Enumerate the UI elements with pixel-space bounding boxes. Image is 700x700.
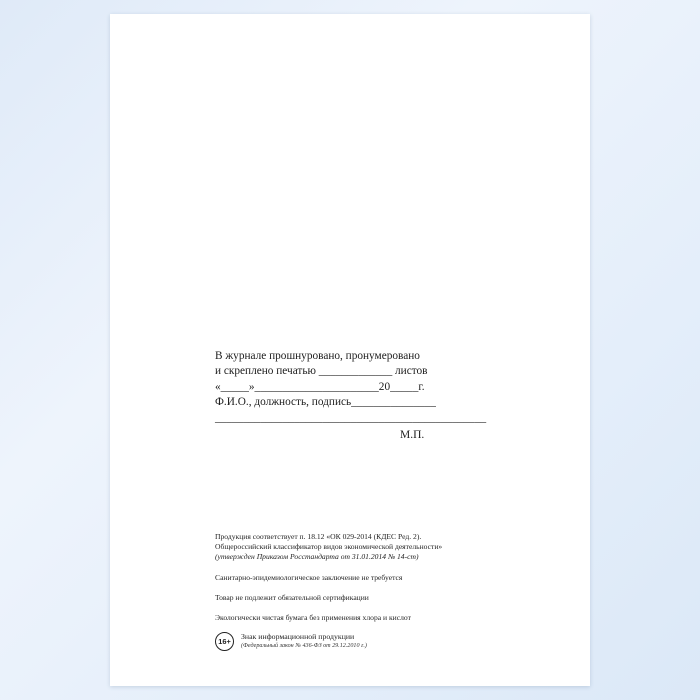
certification-line-3: «_____»______________________20_____г. — [215, 380, 425, 393]
footer-block — [215, 532, 555, 651]
compliance-line-2: Общероссийский классификатор видов экономической деятельности» — [215, 542, 443, 552]
document-page — [110, 14, 590, 686]
certification-line-5: ________________________________________________ — [215, 411, 487, 424]
certification-line-2: и скреплено печатью _____________ листов — [215, 365, 428, 378]
footer-spacer-3 — [215, 603, 555, 613]
stamp-mark: М.П. — [400, 429, 425, 441]
age-rating-badge-icon: 16+ — [215, 632, 234, 651]
certification-block — [215, 349, 545, 426]
compliance-line-1: Продукция соответствует п. 18.12 «ОК 029-2014 (КДЕС Ред. 2). — [215, 532, 422, 541]
certification-line-4: Ф.И.О., должность, подпись_______________ — [215, 396, 436, 409]
footer-spacer-2 — [215, 583, 555, 593]
certification-line-1: В журнале прошнуровано, пронумеровано — [215, 350, 420, 362]
age-rating-text — [241, 632, 367, 651]
sanitary-note: Санитарно-эпидемиологическое заключение не требуется — [215, 572, 403, 582]
age-rating-row — [215, 632, 555, 651]
age-rating-title: Знак информационной продукции — [241, 632, 355, 642]
footer-spacer-1 — [215, 563, 555, 573]
certification-note: Товар не подлежит обязательной сертификации — [215, 592, 369, 602]
compliance-line-3: (утвержден Приказом Росстандарта от 31.01.2014 № 14-ст) — [215, 552, 419, 562]
paper-note: Экологически чистая бумага без применения хлора и кислот — [215, 613, 411, 623]
age-rating-subtitle: (Федеральный закон № 436-ФЗ от 29.12.2010 г.) — [241, 643, 367, 650]
